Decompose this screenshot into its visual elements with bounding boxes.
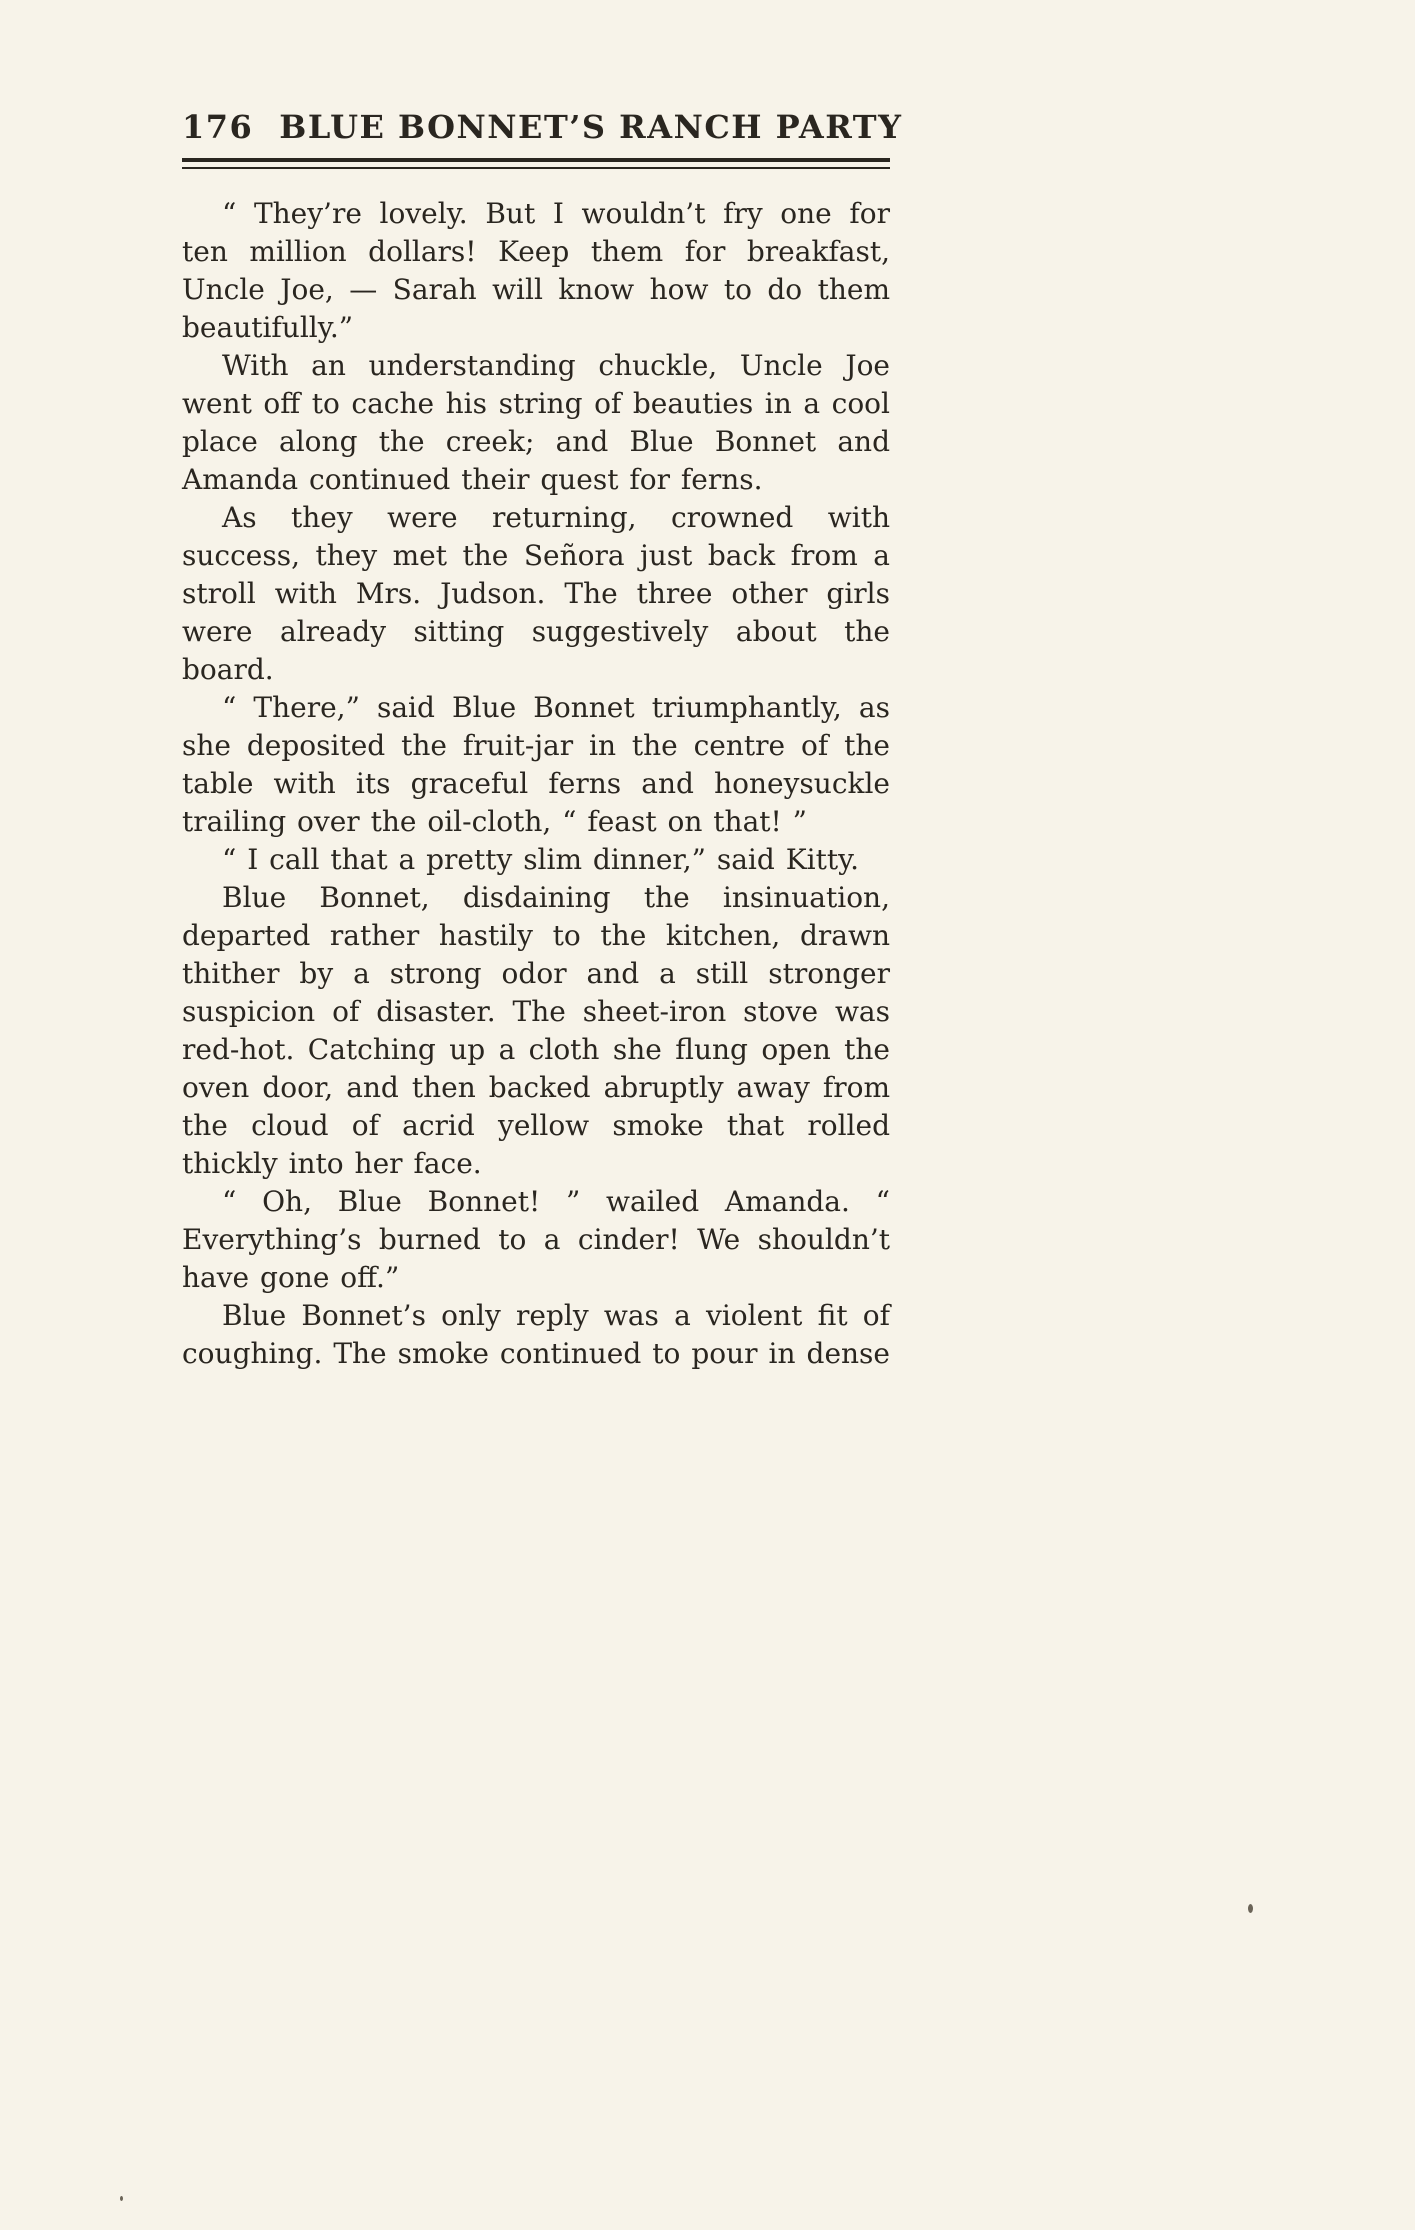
paragraph: As they were returning, crowned with success, they met the Señora just back from a stroll with Mrs. Judson. The three other girls were already sitting suggestively about the board. <box>182 501 890 686</box>
paragraph: Blue Bonnet’s only reply was a violent fit of coughing. The smoke continued to pour in dense <box>182 1299 890 1370</box>
header-rule-thick <box>182 158 890 162</box>
scan-speck <box>120 2196 123 2201</box>
paragraph: “ Oh, Blue Bonnet! ” wailed Amanda. “ Everything’s burned to a cinder! We shouldn’t have gone off.” <box>182 1185 890 1294</box>
page-paragraphs <box>182 195 890 1373</box>
header-rule <box>182 158 890 169</box>
book-page <box>182 108 903 1373</box>
paragraph: “ There,” said Blue Bonnet triumphantly, as she deposited the fruit-jar in the centre of the table with its graceful ferns and honeysuckle trailing over the oil-cloth, “ feast on that! ” <box>182 691 890 838</box>
paragraph: With an understanding chuckle, Uncle Joe went off to cache his string of beauties in a cool place along the creek; and Blue Bonnet and Amanda continued their quest for ferns. <box>182 349 890 496</box>
running-head <box>182 108 903 146</box>
paragraph: “ They’re lovely. But I wouldn’t fry one for ten million dollars! Keep them for breakfast, Uncle Joe, — Sarah will know how to do them beautifully.” <box>182 197 890 344</box>
header-rule-thin <box>182 167 890 169</box>
paragraph: Blue Bonnet, disdaining the insinuation, departed rather hastily to the kitchen, drawn thither by a strong odor and a still stronger suspicion of disaster. The sheet-iron stove was red-hot. Catching up a cloth she flung open the oven door, and then backed abruptly away from the cloud of acrid yellow smoke that rolled thickly into her face. <box>182 881 890 1180</box>
page-number: 176 <box>182 108 254 146</box>
scan-speck <box>1248 1904 1253 1913</box>
running-title: BLUE BONNET’S RANCH PARTY <box>279 108 903 146</box>
paragraph: “ I call that a pretty slim dinner,” said Kitty. <box>222 843 860 876</box>
